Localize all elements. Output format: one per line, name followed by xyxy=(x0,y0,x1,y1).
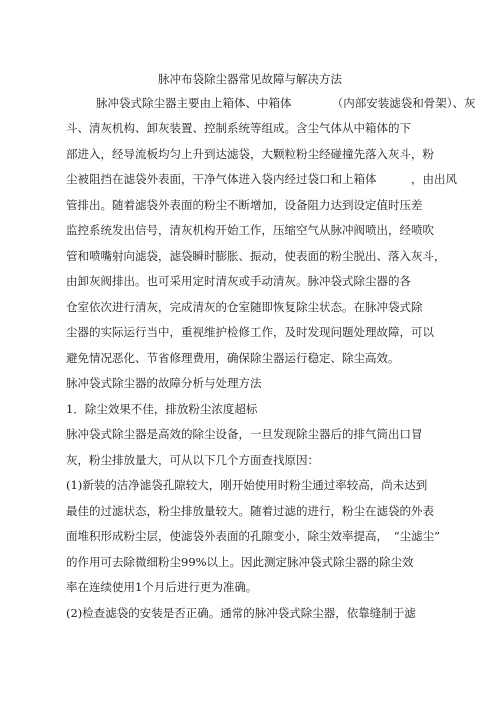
paragraph-line: 管排出。随着滤袋外表面的粉尘不断增加，设备阻力达到设定值时压差 xyxy=(66,198,423,212)
paragraph-line: 仓室依次进行清灰，完成清灰的仓室随即恢复除尘状态。在脉冲袋式除 xyxy=(66,300,423,314)
section-heading: 脉冲袋式除尘器的故障分析与处理方法 xyxy=(66,376,262,390)
paragraph-line: 避免情况恶化、节省修理费用，确保除尘器运行稳定、除尘高效。 xyxy=(66,351,400,365)
paragraph-line: 率在连续使用1个月后进行更为准确。 xyxy=(66,580,258,594)
paragraph-line: 由卸灰阀排出。也可采用定时清灰或手动清灰。脉冲袋式除尘器的各 xyxy=(66,274,411,288)
paragraph-line: 脉冲袋式除尘器主要由上箱体、中箱体 （内部安装滤袋和骨架）、灰 xyxy=(96,96,476,110)
document-title: 脉冲布袋除尘器常见故障与解决方法 xyxy=(158,72,342,86)
paragraph-line: 管和喷嘴射向滤袋，滤袋瞬时膨胀、振动，使表面的粉尘脱出、落入灰斗， xyxy=(66,249,446,263)
list-item-line: (2)检查滤袋的安装是否正确。通常的脉冲袋式除尘器，依靠缝制于滤 xyxy=(66,606,416,620)
paragraph-line: 面堆积形成粉尘层，使滤袋外表面的孔隙变小，除尘效率提高， “尘滤尘” xyxy=(66,529,441,543)
paragraph-line: 最佳的过滤状态，粉尘排放量较大。随着过滤的进行，粉尘在滤袋的外表 xyxy=(66,504,434,518)
paragraph-line: 脉冲袋式除尘器是高效的除尘设备，一旦发现除尘器后的排气筒出口冒 xyxy=(66,427,423,441)
subsection-heading: 1．除尘效果不佳，排放粉尘浓度超标 xyxy=(66,402,258,416)
paragraph-line: 尘被阻挡在滤袋外表面，干净气体进入袋内经过袋口和上箱体 ，由出风 xyxy=(66,172,457,186)
paragraph-line: 灰，粉尘排放量大，可从以下几个方面查找原因： xyxy=(66,453,319,467)
list-item-line: (1)新装的洁净滤袋孔隙较大，刚开始使用时粉尘通过率较高，尚未达到 xyxy=(66,478,428,492)
paragraph-line: 斗、清灰机构、卸灰装置、控制系统等组成。含尘气体从中箱体的下 xyxy=(66,121,411,135)
paragraph-line: 部进入，经导流板均匀上升到达滤袋，大颗粒粉尘经碰撞先落入灰斗，粉 xyxy=(66,147,434,161)
paragraph-line: 的作用可去除微细粉尘99%以上。因此测定脉冲袋式除尘器的除尘效 xyxy=(66,555,414,569)
paragraph-line: 监控系统发出信号，清灰机构开始工作，压缩空气从脉冲阀喷出，经喷吹 xyxy=(66,223,434,237)
paragraph-line: 尘器的实际运行当中，重视维护检修工作，及时发现问题处理故障，可以 xyxy=(66,325,434,339)
